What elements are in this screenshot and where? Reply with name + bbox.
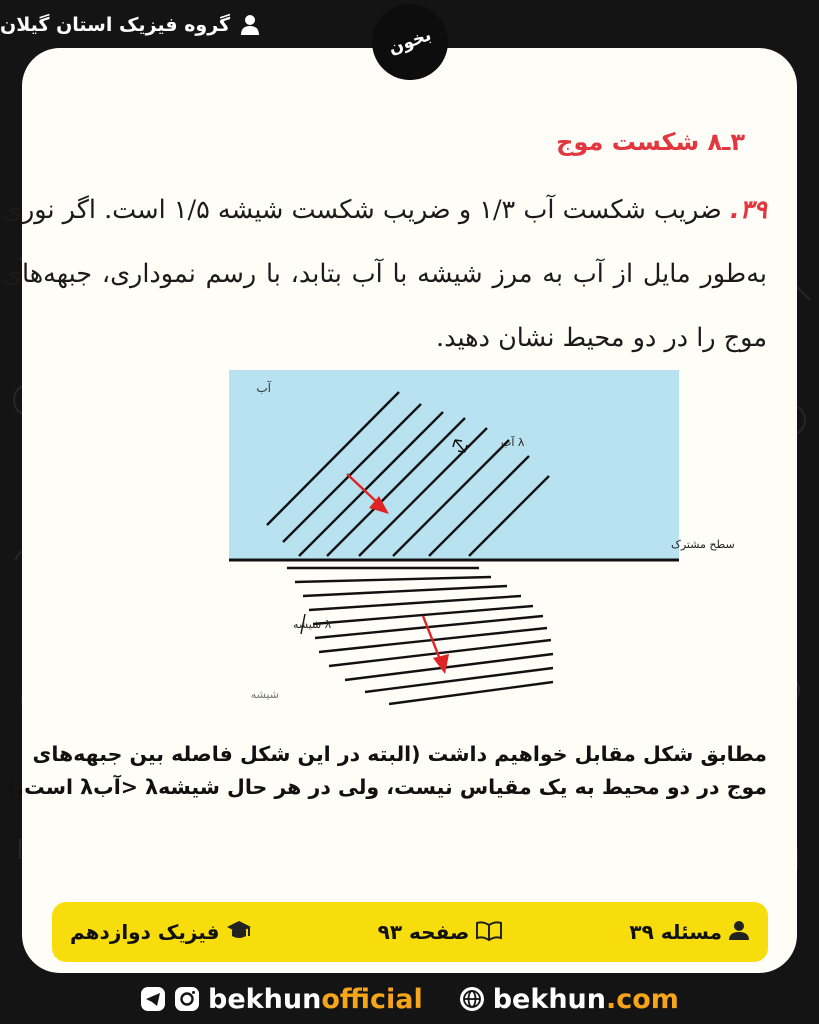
wavefront-diagram bbox=[229, 370, 735, 710]
boundary-label: سطح مشترک bbox=[671, 538, 735, 551]
glass-wavefronts bbox=[287, 568, 553, 704]
lambda-glass-label: λ شیشه bbox=[293, 618, 332, 631]
open-book-icon bbox=[475, 919, 503, 946]
section-title: ۳ـ۸ شکست موج bbox=[556, 128, 745, 156]
book-label: فیزیک دوازدهم bbox=[70, 920, 220, 944]
glass-label: شیشه bbox=[250, 688, 279, 701]
book-cell bbox=[70, 919, 252, 946]
answer-text: مطابق شکل مقابل خواهیم داشت (البته در این شکل فاصله بین جبهه‌های موج در دو محیط به یک مقیاس نیست، ولی در هر حال شیشهλ <آبλ است.) bbox=[6, 742, 767, 799]
water-label: آب bbox=[256, 381, 271, 395]
social-prefix: bekhun bbox=[208, 983, 322, 1015]
social-handle[interactable] bbox=[140, 984, 423, 1015]
instagram-icon[interactable] bbox=[174, 986, 200, 1012]
content-card bbox=[2, 48, 797, 973]
user-icon bbox=[240, 14, 260, 36]
problem-text-block bbox=[2, 178, 767, 370]
site-suffix: .com bbox=[605, 983, 679, 1015]
problem-number: ۳۹. bbox=[729, 195, 768, 225]
footer bbox=[0, 978, 819, 1020]
info-bar bbox=[52, 902, 768, 962]
telegram-icon[interactable] bbox=[140, 986, 166, 1012]
lambda-water-label: λ آب bbox=[501, 436, 525, 449]
globe-icon bbox=[459, 986, 485, 1012]
student-icon bbox=[728, 919, 750, 946]
social-suffix: official bbox=[321, 983, 423, 1015]
problem-label: مسئله ۳۹ bbox=[629, 920, 722, 944]
problem-text: ضریب شکست آب ۱/۳ و ضریب شکست شیشه ۱/۵ است. اگر نوری به‌طور مایل از آب به مرز شیشه با آب بتابد، با رسم نموداری، جبهه‌های موج را در دو محیط نشان دهید. bbox=[2, 195, 767, 353]
group-name: گروه فیزیک استان گیلان bbox=[0, 14, 231, 36]
page-cell bbox=[378, 919, 504, 946]
problem-cell bbox=[629, 919, 750, 946]
graduation-cap-icon bbox=[226, 919, 252, 946]
site-prefix: bekhun bbox=[492, 983, 606, 1015]
logo-text: بخون bbox=[385, 25, 435, 59]
website-link[interactable] bbox=[459, 984, 679, 1015]
page-label: صفحه ۹۳ bbox=[377, 920, 470, 944]
